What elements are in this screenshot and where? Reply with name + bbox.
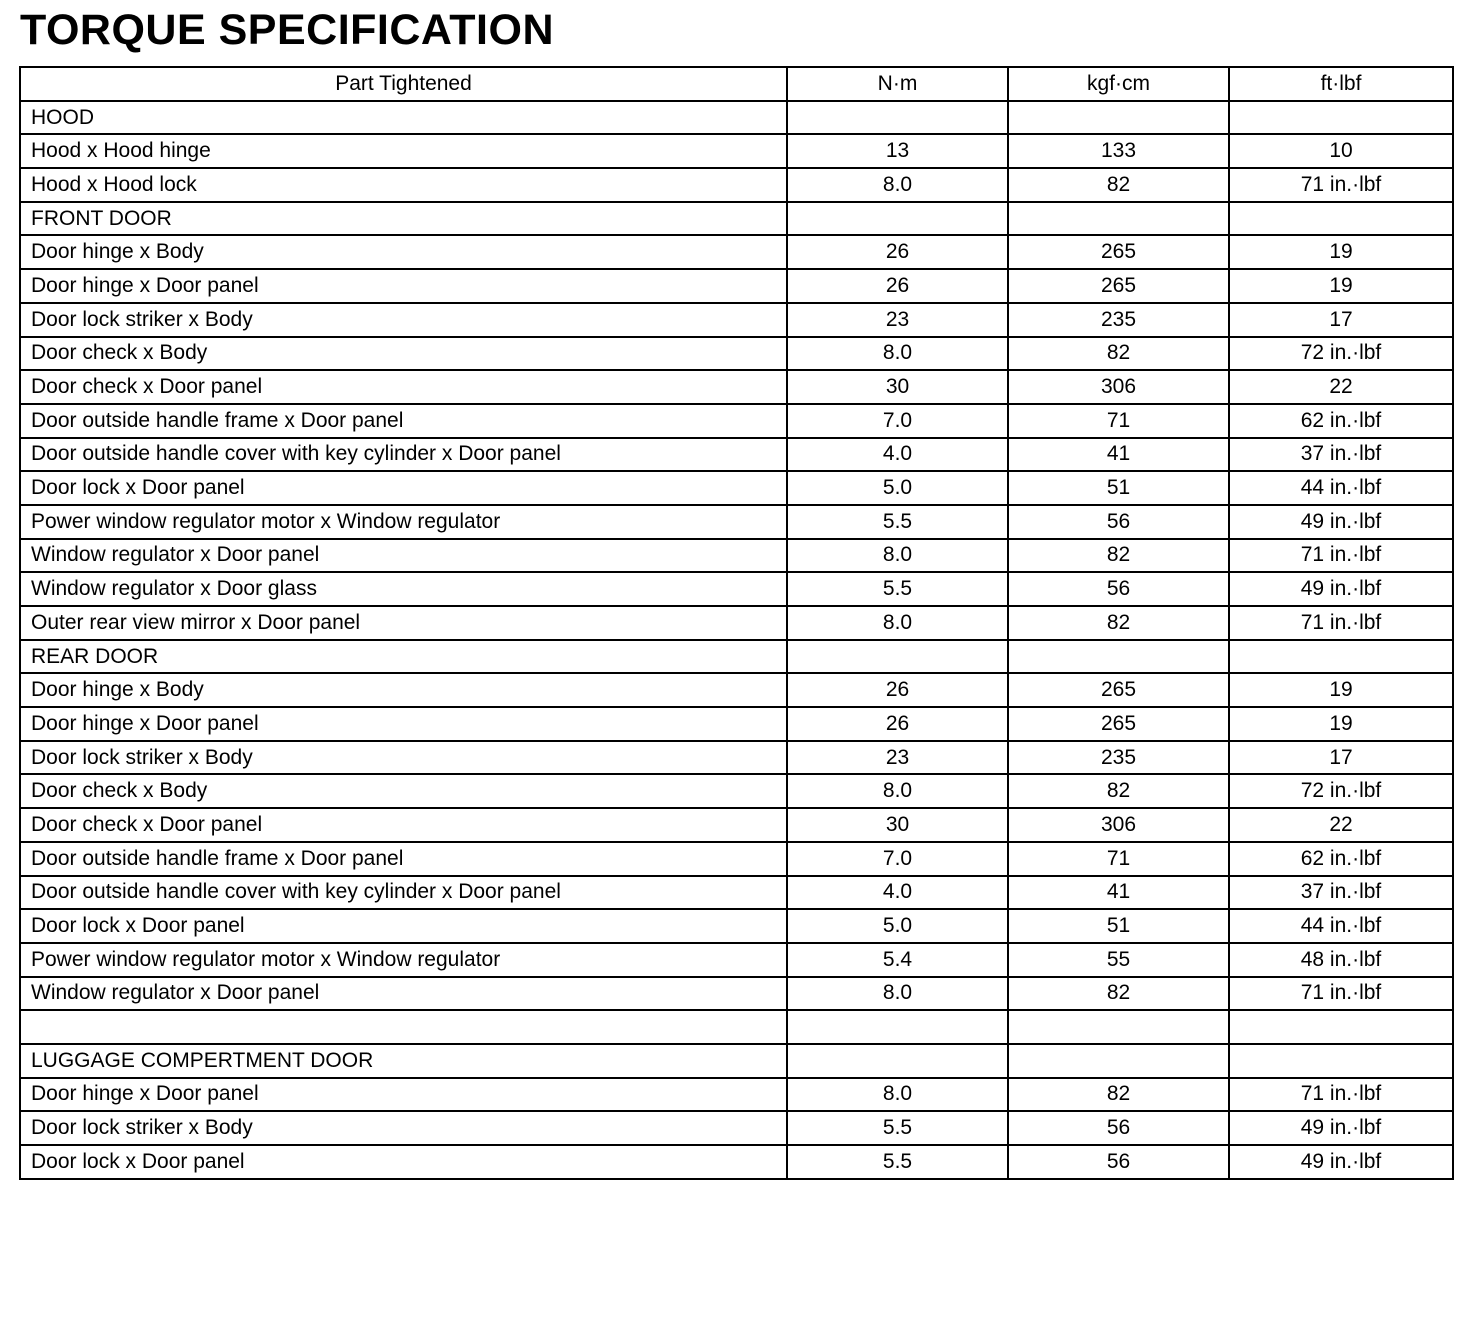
cell-nm [787,1010,1008,1044]
cell-ft-lbf: 48 in.·lbf [1229,943,1453,977]
table-row [20,471,1453,505]
table-row [20,134,1453,168]
cell-kgf-cm: 265 [1008,235,1229,269]
torque-spec-table [19,66,1454,1180]
table-row [20,235,1453,269]
cell-kgf-cm: 51 [1008,471,1229,505]
table-row [20,943,1453,977]
table-header-row [20,67,1453,101]
cell-ft-lbf: 62 in.·lbf [1229,842,1453,876]
table-row [20,168,1453,202]
cell-kgf-cm: 51 [1008,909,1229,943]
table-row [20,202,1453,236]
cell-ft-lbf [1229,1044,1453,1078]
cell-ft-lbf: 72 in.·lbf [1229,337,1453,371]
cell-part-tightened: HOOD [20,101,787,135]
table-row [20,370,1453,404]
cell-nm: 8.0 [787,539,1008,573]
table-row [20,842,1453,876]
table-row [20,505,1453,539]
cell-kgf-cm: 265 [1008,707,1229,741]
table-row [20,977,1453,1011]
cell-nm: 7.0 [787,842,1008,876]
cell-nm [787,101,1008,135]
table-row [20,673,1453,707]
table-row [20,808,1453,842]
cell-nm: 26 [787,673,1008,707]
cell-kgf-cm: 56 [1008,572,1229,606]
cell-nm: 30 [787,370,1008,404]
cell-part-tightened: Power window regulator motor x Window regulator [20,505,787,539]
cell-ft-lbf: 71 in.·lbf [1229,1078,1453,1112]
table-row [20,640,1453,674]
cell-ft-lbf: 19 [1229,269,1453,303]
cell-ft-lbf: 22 [1229,370,1453,404]
cell-ft-lbf: 17 [1229,741,1453,775]
cell-part-tightened: Door hinge x Body [20,235,787,269]
table-row [20,337,1453,371]
table-row [20,1010,1453,1044]
table-row [20,101,1453,135]
cell-kgf-cm: 82 [1008,606,1229,640]
cell-nm: 8.0 [787,1078,1008,1112]
cell-nm: 26 [787,269,1008,303]
cell-kgf-cm: 56 [1008,1145,1229,1179]
cell-part-tightened: Door check x Door panel [20,808,787,842]
cell-kgf-cm: 265 [1008,673,1229,707]
cell-ft-lbf: 71 in.·lbf [1229,539,1453,573]
cell-nm: 23 [787,741,1008,775]
cell-kgf-cm: 306 [1008,808,1229,842]
cell-kgf-cm: 133 [1008,134,1229,168]
cell-nm: 23 [787,303,1008,337]
cell-part-tightened: Door hinge x Door panel [20,1078,787,1112]
cell-part-tightened: Door lock striker x Body [20,1111,787,1145]
cell-kgf-cm [1008,101,1229,135]
cell-nm: 8.0 [787,606,1008,640]
cell-part-tightened: FRONT DOOR [20,202,787,236]
cell-nm: 4.0 [787,876,1008,910]
cell-part-tightened: Door check x Body [20,774,787,808]
cell-kgf-cm: 82 [1008,977,1229,1011]
cell-nm [787,640,1008,674]
cell-nm: 8.0 [787,977,1008,1011]
cell-ft-lbf: 37 in.·lbf [1229,438,1453,472]
cell-ft-lbf [1229,1010,1453,1044]
cell-ft-lbf: 49 in.·lbf [1229,1111,1453,1145]
cell-ft-lbf: 71 in.·lbf [1229,977,1453,1011]
table-row [20,606,1453,640]
cell-part-tightened: Window regulator x Door panel [20,977,787,1011]
cell-kgf-cm: 71 [1008,404,1229,438]
cell-part-tightened: Door check x Door panel [20,370,787,404]
cell-kgf-cm [1008,640,1229,674]
table-row [20,1145,1453,1179]
cell-part-tightened: Door lock x Door panel [20,909,787,943]
cell-nm [787,1044,1008,1078]
cell-nm: 5.5 [787,505,1008,539]
cell-part-tightened: Hood x Hood hinge [20,134,787,168]
cell-nm: 8.0 [787,774,1008,808]
table-row [20,438,1453,472]
cell-kgf-cm: 82 [1008,774,1229,808]
table-row [20,539,1453,573]
table-row [20,741,1453,775]
cell-kgf-cm: 55 [1008,943,1229,977]
cell-part-tightened: Door hinge x Door panel [20,707,787,741]
cell-nm: 5.4 [787,943,1008,977]
table-row [20,269,1453,303]
cell-part-tightened: Window regulator x Door glass [20,572,787,606]
cell-kgf-cm: 235 [1008,741,1229,775]
cell-kgf-cm [1008,1044,1229,1078]
cell-ft-lbf: 44 in.·lbf [1229,471,1453,505]
cell-part-tightened: Power window regulator motor x Window regulator [20,943,787,977]
cell-part-tightened: Door lock striker x Body [20,741,787,775]
cell-kgf-cm: 41 [1008,438,1229,472]
cell-ft-lbf: 49 in.·lbf [1229,505,1453,539]
cell-nm: 30 [787,808,1008,842]
cell-nm: 13 [787,134,1008,168]
page-title: TORQUE SPECIFICATION [20,6,554,54]
header-ft-lbf: ft·lbf [1229,67,1453,101]
table-row [20,303,1453,337]
cell-nm: 5.5 [787,1111,1008,1145]
cell-ft-lbf: 10 [1229,134,1453,168]
table-row [20,404,1453,438]
cell-part-tightened: Window regulator x Door panel [20,539,787,573]
cell-nm: 5.0 [787,471,1008,505]
cell-kgf-cm: 265 [1008,269,1229,303]
cell-nm [787,202,1008,236]
cell-nm: 8.0 [787,168,1008,202]
cell-part-tightened: REAR DOOR [20,640,787,674]
cell-ft-lbf: 19 [1229,235,1453,269]
cell-ft-lbf [1229,202,1453,236]
cell-kgf-cm: 82 [1008,1078,1229,1112]
cell-part-tightened: Hood x Hood lock [20,168,787,202]
cell-ft-lbf: 62 in.·lbf [1229,404,1453,438]
table-row [20,707,1453,741]
table-row [20,1044,1453,1078]
cell-kgf-cm: 306 [1008,370,1229,404]
cell-kgf-cm: 82 [1008,337,1229,371]
table-row [20,774,1453,808]
header-nm: N·m [787,67,1008,101]
table-row [20,876,1453,910]
cell-part-tightened: Door outside handle frame x Door panel [20,842,787,876]
table-row [20,572,1453,606]
cell-part-tightened: Door lock x Door panel [20,471,787,505]
cell-part-tightened: Door hinge x Body [20,673,787,707]
cell-nm: 5.5 [787,1145,1008,1179]
cell-ft-lbf: 22 [1229,808,1453,842]
cell-kgf-cm: 41 [1008,876,1229,910]
cell-kgf-cm [1008,1010,1229,1044]
cell-kgf-cm [1008,202,1229,236]
cell-kgf-cm: 56 [1008,505,1229,539]
cell-ft-lbf [1229,640,1453,674]
cell-part-tightened: Outer rear view mirror x Door panel [20,606,787,640]
cell-ft-lbf: 72 in.·lbf [1229,774,1453,808]
cell-kgf-cm: 235 [1008,303,1229,337]
cell-ft-lbf: 19 [1229,707,1453,741]
table-row [20,1111,1453,1145]
cell-nm: 8.0 [787,337,1008,371]
cell-ft-lbf: 71 in.·lbf [1229,606,1453,640]
cell-nm: 7.0 [787,404,1008,438]
cell-part-tightened: Door outside handle cover with key cylinder x Door panel [20,438,787,472]
cell-part-tightened [20,1010,787,1044]
cell-ft-lbf: 49 in.·lbf [1229,572,1453,606]
cell-nm: 5.5 [787,572,1008,606]
table-row [20,1078,1453,1112]
cell-nm: 26 [787,707,1008,741]
cell-part-tightened: Door check x Body [20,337,787,371]
cell-nm: 26 [787,235,1008,269]
cell-kgf-cm: 56 [1008,1111,1229,1145]
cell-kgf-cm: 82 [1008,539,1229,573]
cell-ft-lbf: 44 in.·lbf [1229,909,1453,943]
cell-ft-lbf: 17 [1229,303,1453,337]
cell-ft-lbf: 37 in.·lbf [1229,876,1453,910]
header-kgf-cm: kgf·cm [1008,67,1229,101]
cell-nm: 5.0 [787,909,1008,943]
header-part-tightened: Part Tightened [20,67,787,101]
cell-nm: 4.0 [787,438,1008,472]
cell-part-tightened: Door hinge x Door panel [20,269,787,303]
cell-kgf-cm: 82 [1008,168,1229,202]
cell-ft-lbf: 71 in.·lbf [1229,168,1453,202]
cell-part-tightened: Door lock x Door panel [20,1145,787,1179]
cell-part-tightened: Door lock striker x Body [20,303,787,337]
cell-part-tightened: Door outside handle frame x Door panel [20,404,787,438]
table-body [20,101,1453,1179]
cell-part-tightened: Door outside handle cover with key cylinder x Door panel [20,876,787,910]
cell-kgf-cm: 71 [1008,842,1229,876]
cell-ft-lbf: 49 in.·lbf [1229,1145,1453,1179]
cell-part-tightened: LUGGAGE COMPERTMENT DOOR [20,1044,787,1078]
cell-ft-lbf [1229,101,1453,135]
table-row [20,909,1453,943]
cell-ft-lbf: 19 [1229,673,1453,707]
